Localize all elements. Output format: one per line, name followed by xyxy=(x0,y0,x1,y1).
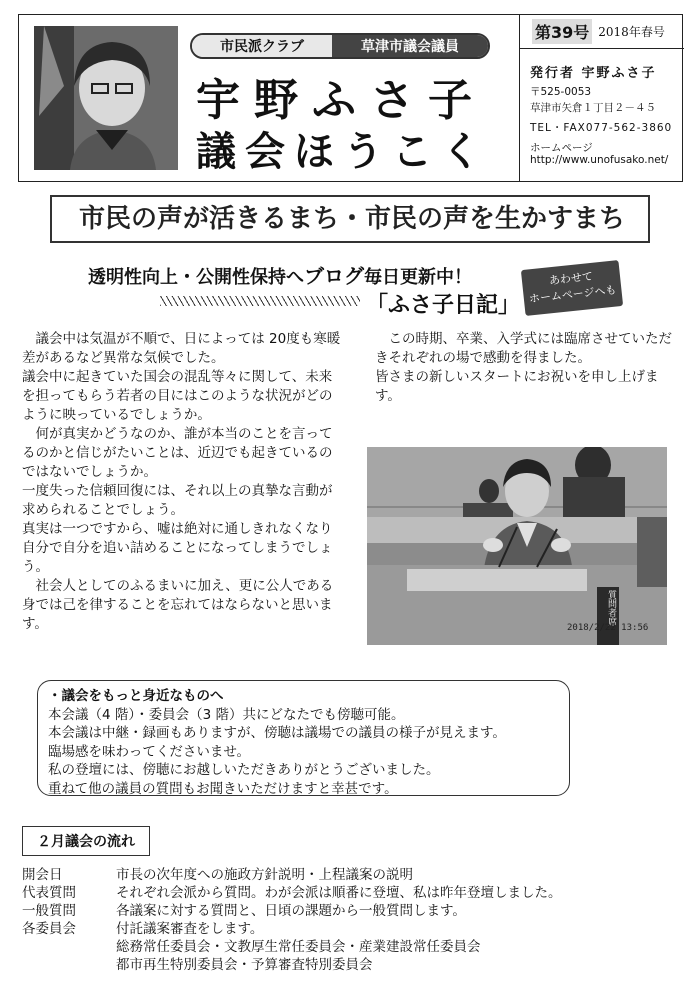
flow-desc: 付託議案審査をします。 xyxy=(116,921,264,937)
badge-line-2: ホームページへも xyxy=(528,283,618,306)
paragraph: 議会中は気温が不順で、日によっては 20度も寒暖差があるなど異常な気候でした。 xyxy=(22,331,341,366)
left-column xyxy=(22,330,342,634)
flow-desc: 都市再生特別委員会・予算審査特別委員会 xyxy=(116,957,373,973)
issue-date: 2018年春号 xyxy=(598,24,665,39)
blog-promo-a: 透明性向上・公開性保持へ xyxy=(88,267,304,288)
issue-number: 第39号 xyxy=(532,19,592,44)
diary-title[interactable]: 「ふさ子日記」 xyxy=(366,293,521,318)
info-line: 本会議（4 階）・委員会（3 階）共にどなたでも傍聴可能。 xyxy=(48,706,405,723)
paragraph: 何が真実かどうなのか、誰が本当のことを言ってるのかと信じがたいことは、近辺でも起きているのではないでしょうか。 xyxy=(22,426,333,480)
club-label: 市民派クラブ xyxy=(192,35,332,57)
paragraph: この時期、卒業、入学式には臨席させていただきそれぞれの場で感動を得ました。 xyxy=(375,331,672,366)
homepage-label: ホームページ xyxy=(530,142,593,154)
postal-code: 〒525-0053 xyxy=(530,86,592,98)
portrait-photo xyxy=(34,26,178,170)
flow-desc: 総務常任委員会・文教厚生常任委員会・産業建設常任委員会 xyxy=(116,939,481,955)
info-line: 臨場感を味わってくださいませ。 xyxy=(48,743,250,760)
info-line: 私の登壇には、傍聴にお越しいただきありがとうございました。 xyxy=(48,762,440,778)
publisher: 発行者 宇野ふさ子 xyxy=(530,66,657,81)
paragraph: 真実は一つですから、嘘は絶対に通しきれなくなり自分で自分を追い詰めることになってしまうでしょう。 xyxy=(22,521,333,575)
paragraph: 社会人としてのふるまいに加え、更に公人である身では己を律することを忘れてはならないと思います。 xyxy=(22,578,334,632)
photo-timestamp: 2018/2/22 13:56 xyxy=(567,623,649,633)
flow-term: 開会日 xyxy=(22,867,63,883)
councillor-name: 宇野ふさ子 xyxy=(196,75,486,126)
flow-row xyxy=(22,938,562,956)
homepage-url[interactable]: http://www.unofusako.net/ xyxy=(530,154,669,166)
issue-row xyxy=(520,14,684,49)
issue-panel xyxy=(519,14,684,182)
info-line: 重ねて他の議員の質問もお聞きいただけますと幸甚です。 xyxy=(48,780,398,797)
council-photo xyxy=(367,447,667,645)
report-title: 議会ほうこく xyxy=(196,129,490,175)
flow-desc: 各議案に対する質問と、日頃の課題から一般質問します。 xyxy=(116,903,466,919)
flow-row xyxy=(22,866,562,884)
headline-banner xyxy=(50,195,650,243)
flow-term xyxy=(22,938,116,956)
flow-desc: 市長の次年度への施政方針説明・上程議案の説明 xyxy=(116,867,413,883)
address: 草津市矢倉１丁目２－４５ xyxy=(530,102,656,114)
flow-term xyxy=(22,956,116,974)
wavy-divider xyxy=(160,296,360,306)
flow-term: 代表質問 xyxy=(22,885,76,901)
flow-desc: それぞれ会派から質問。わが会派は順番に登壇、私は昨年登壇しました。 xyxy=(116,885,562,901)
flow-row xyxy=(22,920,562,938)
info-box-title: ・議会をもっと身近なものへ xyxy=(48,688,224,704)
flow-row xyxy=(22,884,562,902)
flow-list xyxy=(22,866,562,974)
blog-promo-c: 毎日更新中！ xyxy=(364,267,472,288)
badge-line-1: あわせて xyxy=(548,269,594,288)
council-label: 草津市議会議員 xyxy=(332,35,488,57)
club-pill xyxy=(190,33,490,59)
paragraph: 皆さまの新しいスタートにお祝いを申し上げます。 xyxy=(375,369,659,404)
flow-term: 各委員会 xyxy=(22,921,76,937)
flow-row xyxy=(22,902,562,920)
paragraph: 議会中に起きていた国会の混乱等々に関して、未来を担ってもらう若者の目にはこのような状況がどのように映っているでしょうか。 xyxy=(22,369,333,423)
headline: 市民の声が活きるまち・市民の声を生かすまち xyxy=(78,204,625,234)
tel-fax: TEL・FAX077-562-3860 xyxy=(530,122,673,134)
questioner-sign: 質問者席 xyxy=(606,590,616,626)
blog-promo-b: ブログ xyxy=(304,264,364,288)
info-box xyxy=(37,680,570,796)
right-column xyxy=(375,330,675,406)
info-line: 本会議は中継・録画もありますが、傍聴は議場での議員の様子が見えます。 xyxy=(48,725,506,741)
paragraph: 一度失った信頼回復には、それ以上の真摯な言動が求められることでしょう。 xyxy=(22,483,333,518)
homepage-badge xyxy=(521,260,623,316)
flow-term: 一般質問 xyxy=(22,903,76,919)
flow-row xyxy=(22,956,562,974)
blog-promo xyxy=(88,260,472,289)
flow-title: ２月議会の流れ xyxy=(22,826,150,856)
